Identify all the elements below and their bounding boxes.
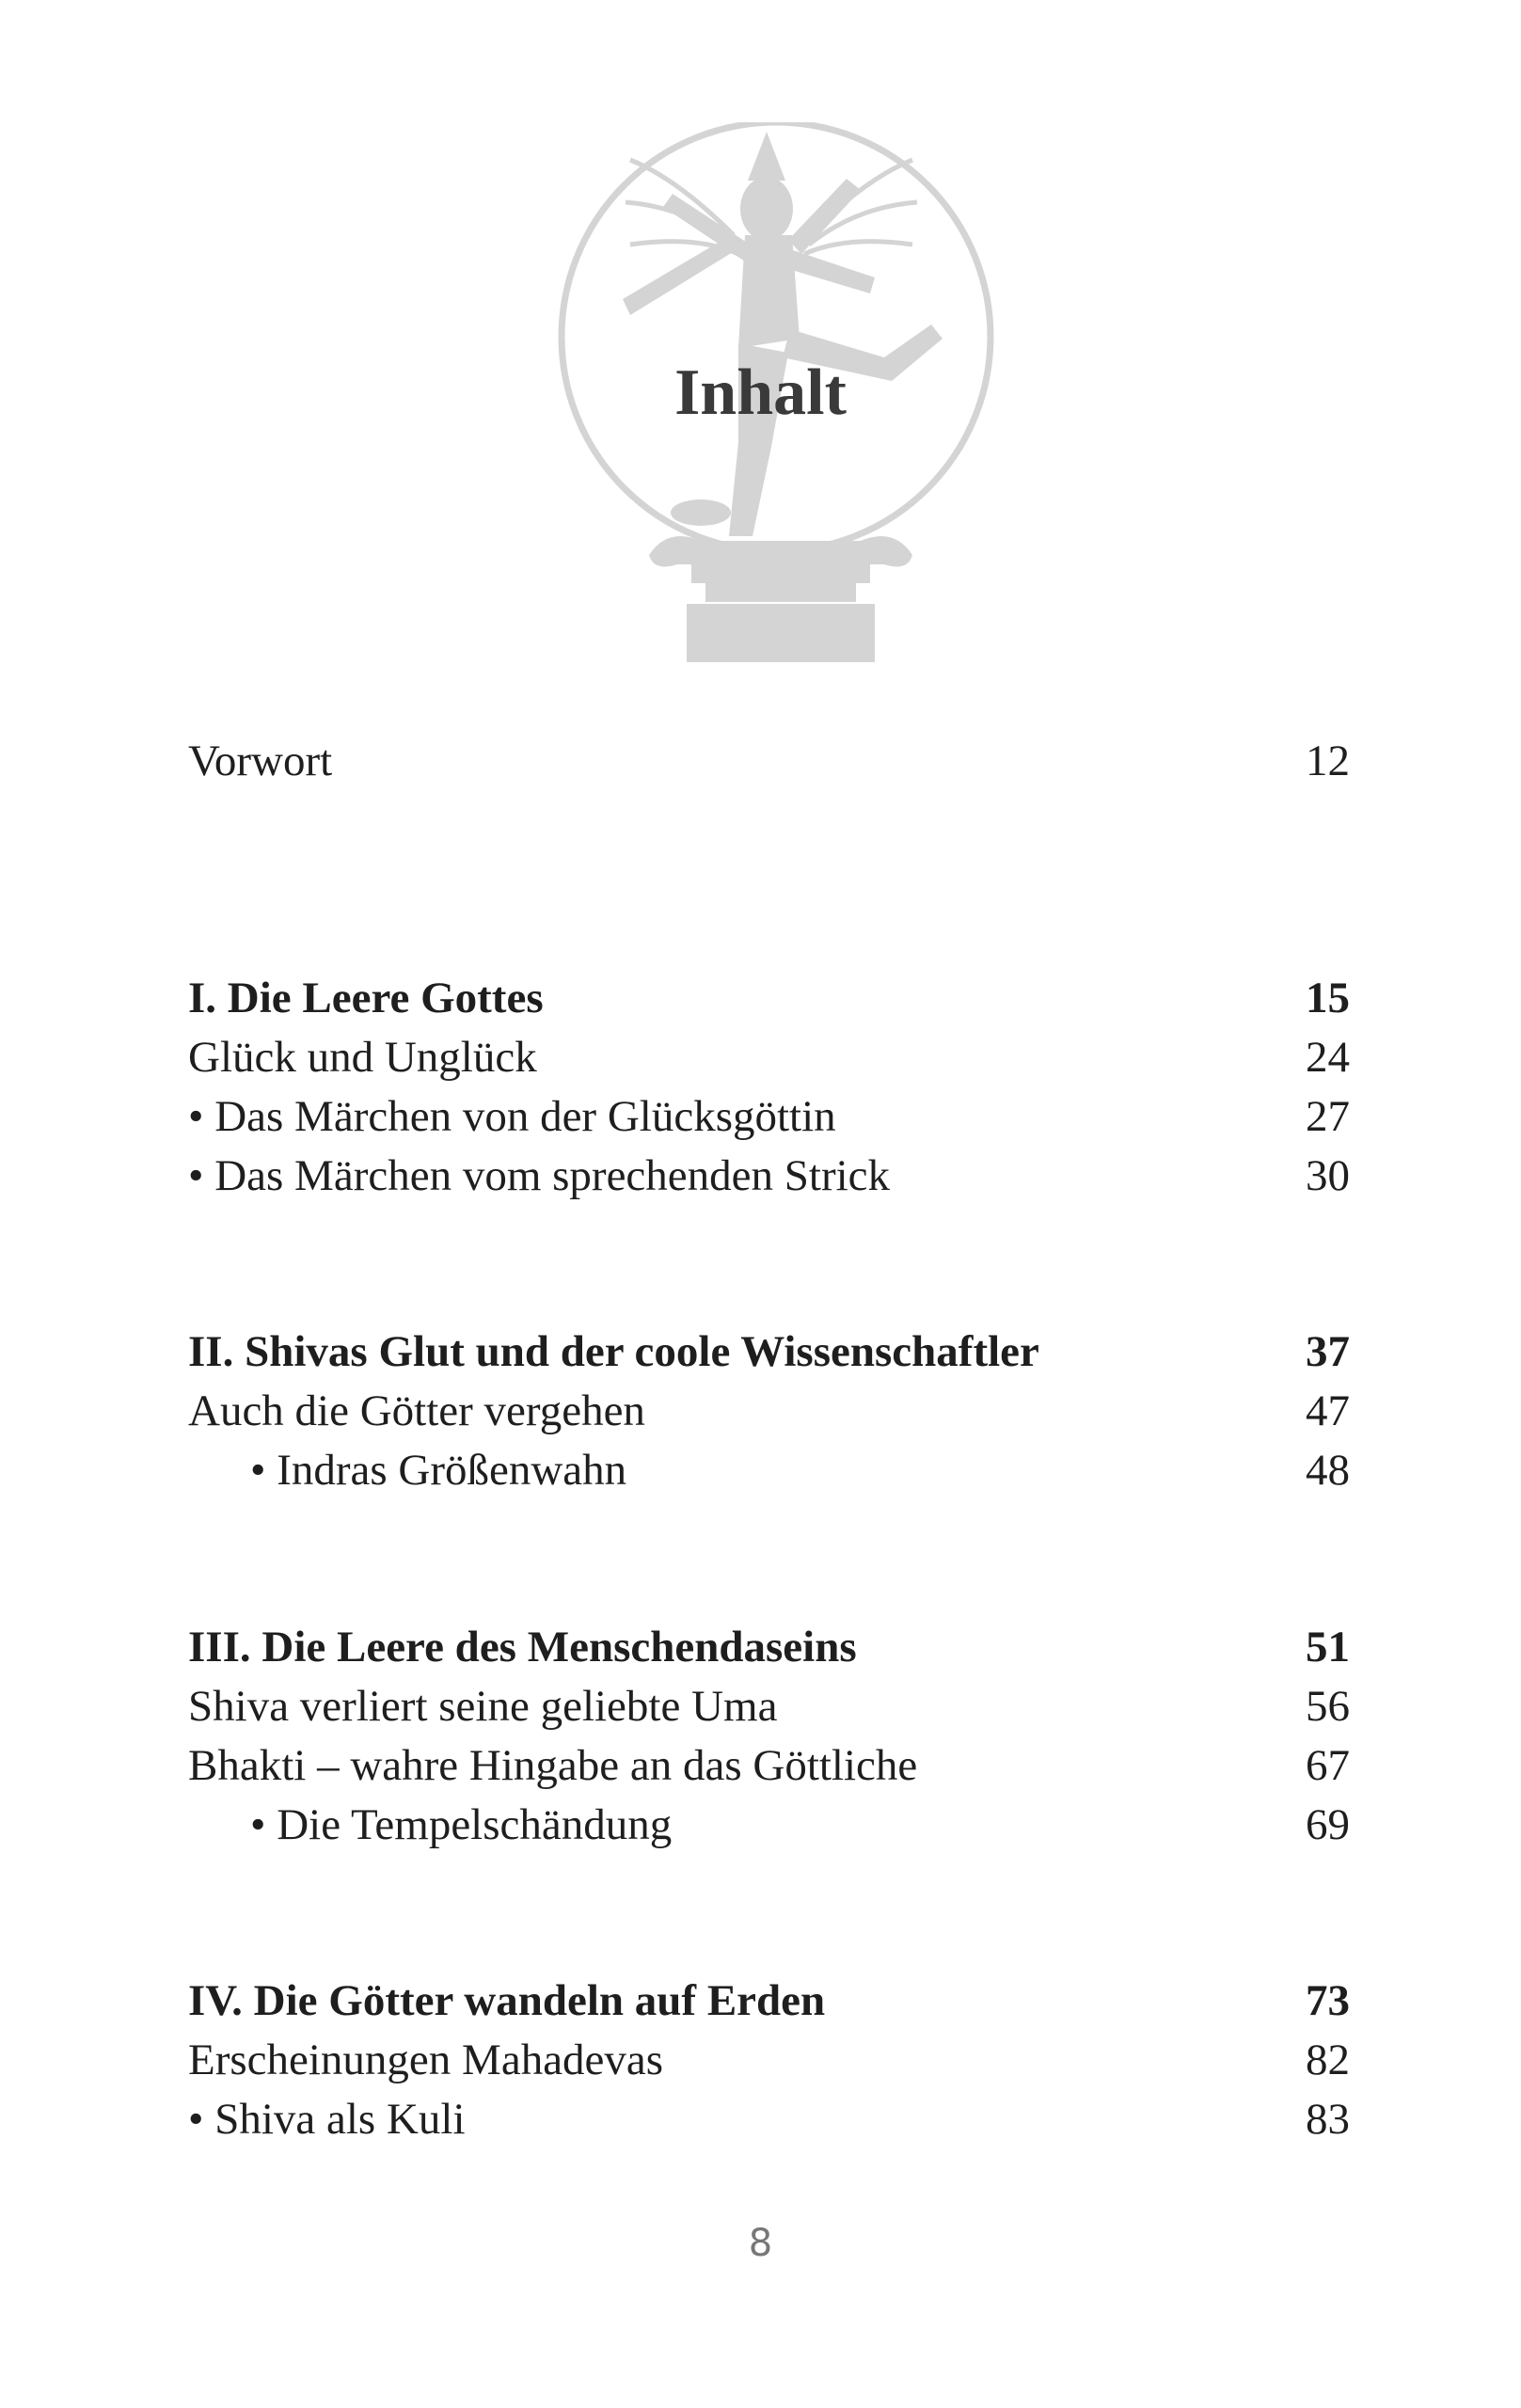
toc-entry[interactable] bbox=[188, 1441, 1350, 1499]
toc-entry-title: • Das Märchen vom sprechenden Strick bbox=[188, 1151, 891, 1200]
toc-chapter-page: 37 bbox=[1306, 1327, 1350, 1376]
toc-entry[interactable] bbox=[188, 1382, 1350, 1440]
toc-entry[interactable] bbox=[188, 2031, 1350, 2089]
toc-chapter-title: III. Die Leere des Menschendaseins bbox=[188, 1623, 857, 1671]
toc-entry-page: 69 bbox=[1306, 1800, 1350, 1849]
toc-entry-title: Auch die Götter vergehen bbox=[188, 1386, 645, 1435]
toc-entry[interactable] bbox=[188, 1796, 1350, 1854]
toc-chapter-page: 51 bbox=[1306, 1623, 1350, 1671]
toc-chapter-page: 73 bbox=[1306, 1976, 1350, 2025]
page-number: 8 bbox=[748, 2222, 773, 2265]
toc-entry[interactable] bbox=[188, 1736, 1350, 1795]
page-title: Inhalt bbox=[674, 356, 847, 429]
toc-entry[interactable] bbox=[188, 1147, 1350, 1205]
toc-entry-title: Erscheinungen Mahadevas bbox=[188, 2036, 664, 2084]
toc-entry-title: Vorwort bbox=[188, 737, 333, 785]
toc-entry-page: 83 bbox=[1306, 2095, 1350, 2144]
toc-entry-page: 30 bbox=[1306, 1151, 1350, 1200]
toc-chapter-title: II. Shivas Glut und der coole Wissenschaftler bbox=[188, 1327, 1039, 1376]
toc-entry[interactable] bbox=[188, 1028, 1350, 1086]
toc-chapter[interactable] bbox=[188, 1323, 1350, 1381]
toc-entry-title: • Die Tempelschändung bbox=[250, 1800, 673, 1849]
toc-entry-page: 47 bbox=[1306, 1386, 1350, 1435]
toc-chapter[interactable] bbox=[188, 969, 1350, 1027]
toc-entry-page: 12 bbox=[1306, 737, 1350, 785]
toc-entry-title: Bhakti – wahre Hingabe an das Göttliche bbox=[188, 1741, 918, 1790]
toc-entry-page: 56 bbox=[1306, 1682, 1350, 1731]
toc-entry-title: Glück und Unglück bbox=[188, 1033, 537, 1082]
toc-chapter-page: 15 bbox=[1306, 974, 1350, 1022]
toc-entry-page: 67 bbox=[1306, 1741, 1350, 1790]
toc-chapter-title: IV. Die Götter wandeln auf Erden bbox=[188, 1976, 826, 2025]
toc-entry-title: • Das Märchen von der Glücksgöttin bbox=[188, 1092, 836, 1141]
toc-entry-title: • Indras Größenwahn bbox=[250, 1446, 627, 1495]
toc-entry-title: • Shiva als Kuli bbox=[188, 2095, 466, 2144]
toc-entry[interactable] bbox=[188, 1677, 1350, 1735]
toc-entry-page: 27 bbox=[1306, 1092, 1350, 1141]
toc-chapter[interactable] bbox=[188, 1972, 1350, 2030]
toc-entry[interactable] bbox=[188, 2090, 1350, 2148]
toc-entry[interactable] bbox=[188, 732, 1350, 790]
toc-entry-title: Shiva verliert seine geliebte Uma bbox=[188, 1682, 778, 1731]
toc-entry-page: 24 bbox=[1306, 1033, 1350, 1082]
toc-entry[interactable] bbox=[188, 1087, 1350, 1146]
toc-chapter[interactable] bbox=[188, 1618, 1350, 1676]
toc-chapter-title: I. Die Leere Gottes bbox=[188, 974, 544, 1022]
toc-entry-page: 48 bbox=[1306, 1446, 1350, 1495]
toc-entry-page: 82 bbox=[1306, 2036, 1350, 2084]
